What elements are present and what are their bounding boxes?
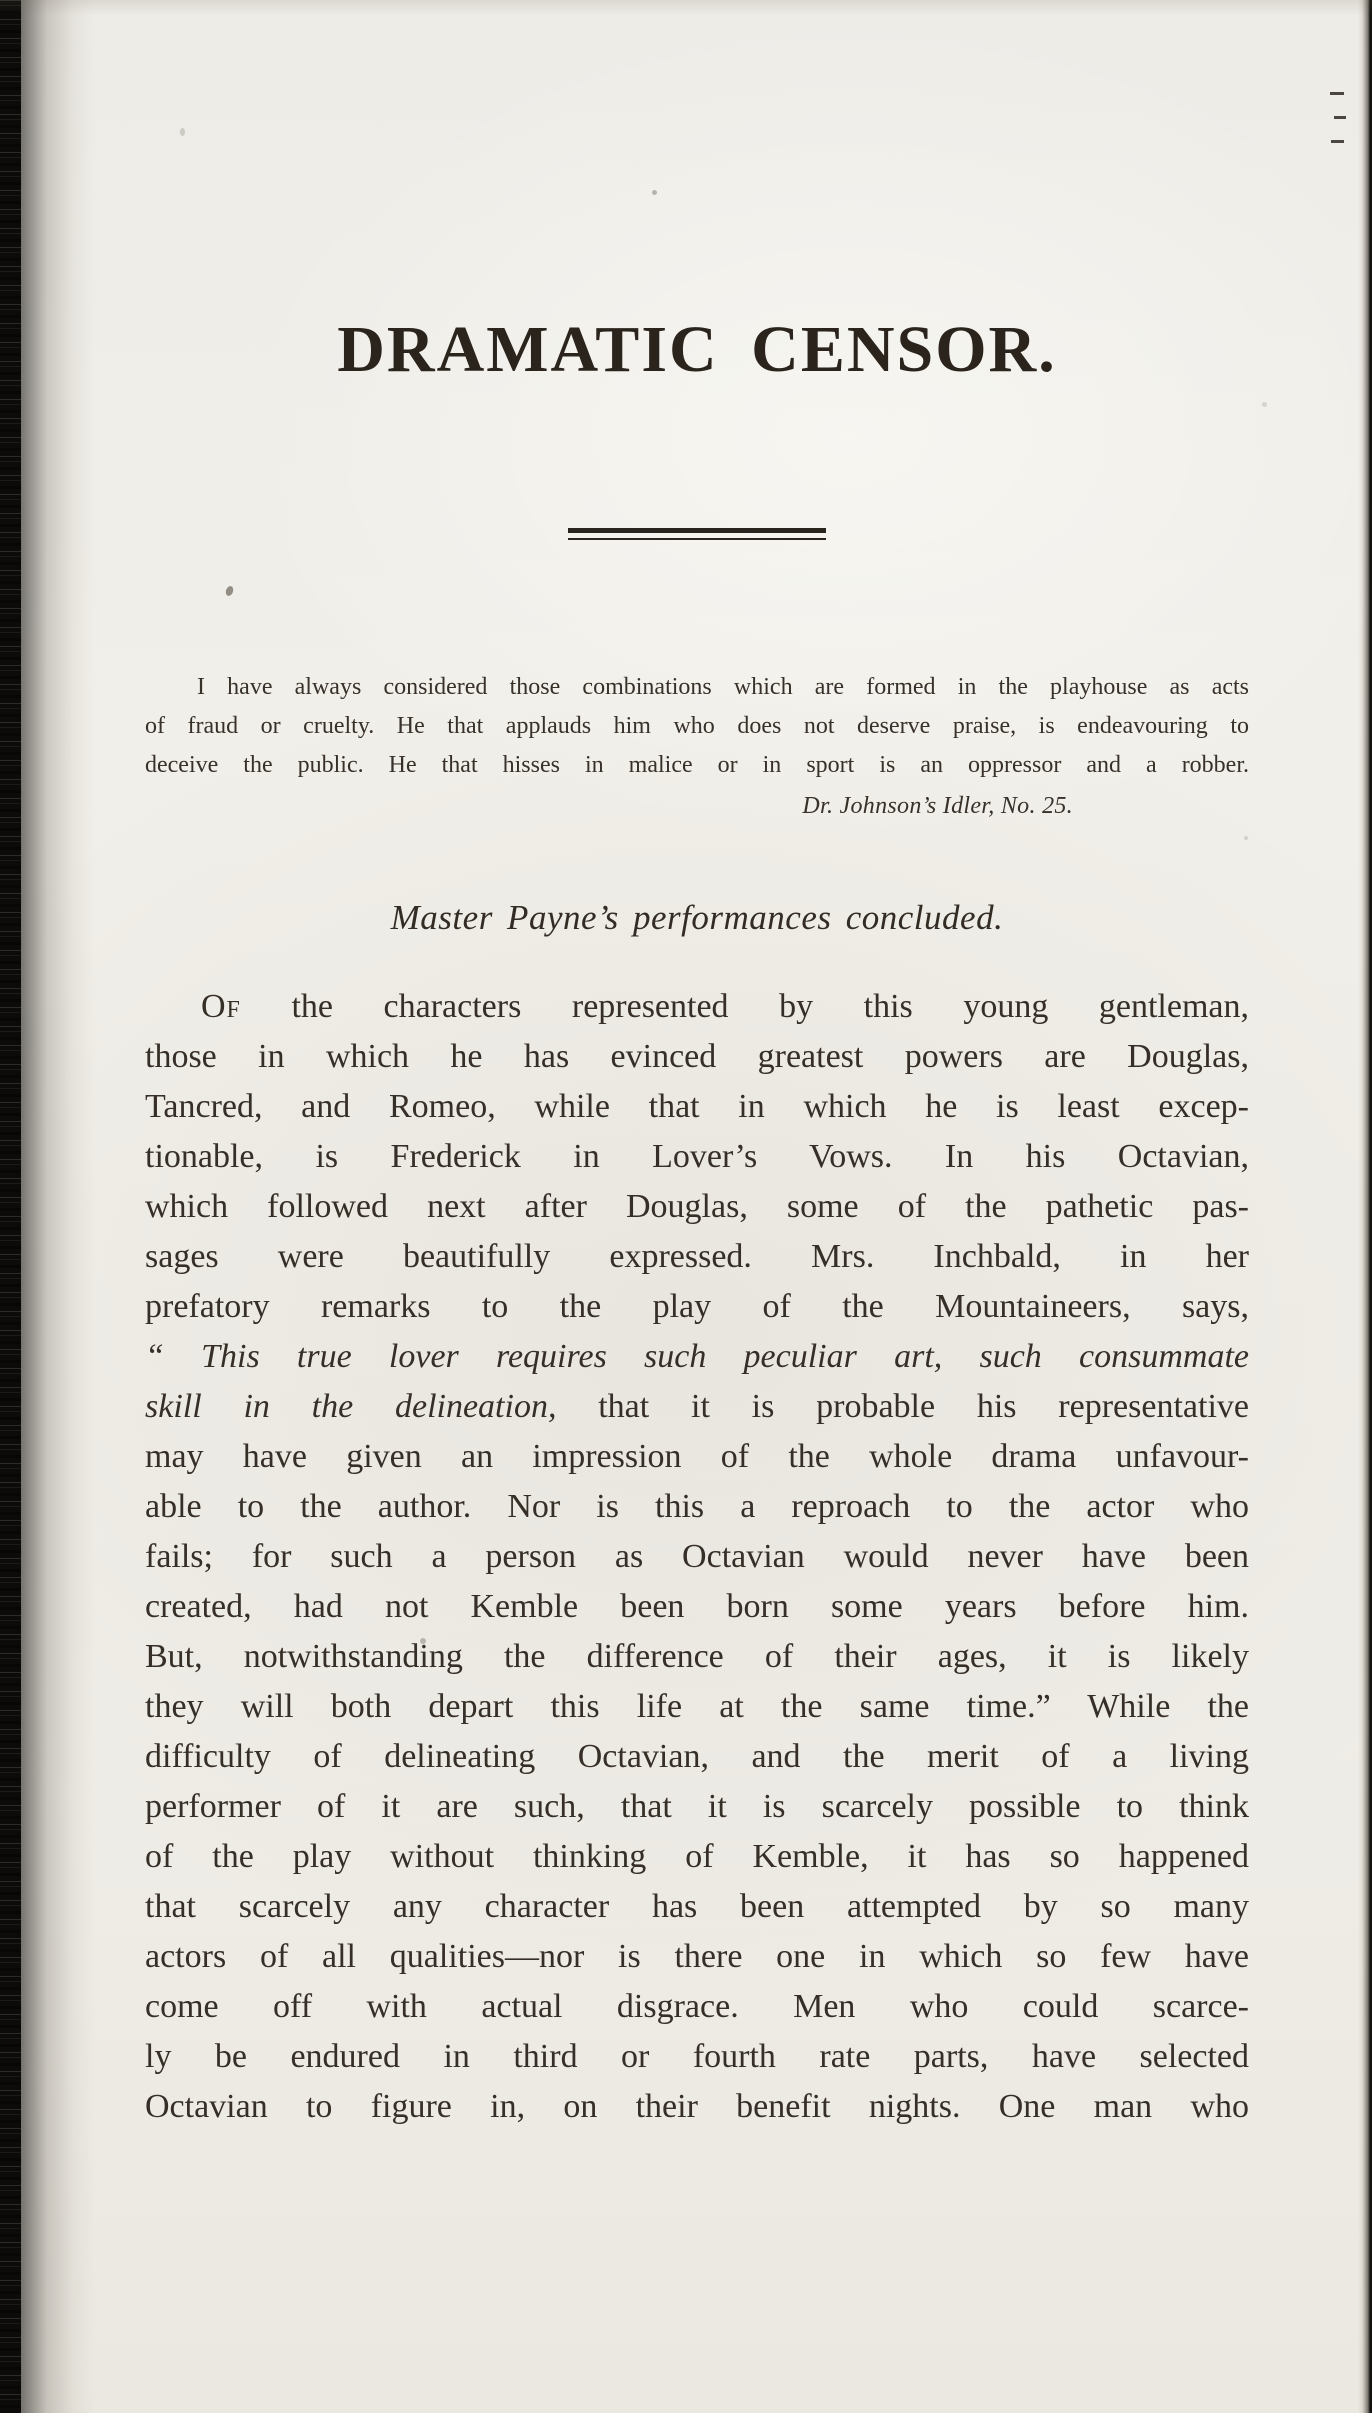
body-line: performer of it are such, that it is scarcely possible to think [145, 1788, 1249, 1825]
section-heading: Master Payne’s performances concluded. [390, 898, 1004, 937]
body-text [145, 982, 1249, 2132]
epigraph-line-3: deceive the public. He that hisses in malice or in sport is an oppressor and a robber. [145, 752, 1249, 778]
epigraph-attribution: Dr. Johnson’s Idler, No. 25. [802, 793, 1073, 819]
body-line: ly be endured in third or fourth rate parts, have selected [145, 2038, 1249, 2075]
epigraph [145, 668, 1249, 826]
paper-speck [1262, 402, 1267, 407]
body-line: Tancred, and Romeo, while that in which he is least excep- [145, 1088, 1249, 1125]
body-line: which followed next after Douglas, some of the pathetic pas- [145, 1188, 1249, 1225]
rule-thick-line [568, 528, 826, 533]
epigraph-line-2: of fraud or cruelty. He that applauds him who does not deserve praise, is endeavouring to [145, 713, 1249, 739]
body-line: “ This true lover requires such peculiar art, such consummate [145, 1338, 1249, 1375]
body-line: difficulty of delineating Octavian, and the merit of a living [145, 1738, 1249, 1775]
body-line: created, had not Kemble been born some years before him. [145, 1588, 1249, 1625]
rule-thin-line [568, 538, 826, 540]
page-content [145, 0, 1249, 2413]
body-line: But, notwithstanding the difference of their ages, it is likely [145, 1638, 1249, 1675]
double-rule [568, 528, 826, 540]
body-line: actors of all qualities—nor is there one in which so few have [145, 1938, 1249, 1975]
body-line: that scarcely any character has been attempted by so many [145, 1888, 1249, 1925]
body-line: come off with actual disgrace. Men who could scarce- [145, 1988, 1249, 2025]
body-line: fails; for such a person as Octavian would never have been [145, 1538, 1249, 1575]
page-title: DRAMATIC CENSOR. [337, 313, 1057, 386]
page-right-edge [1358, 0, 1372, 2413]
scan-artifact-tick [1331, 140, 1344, 143]
body-line: prefatory remarks to the play of the Mountaineers, says, [145, 1288, 1249, 1325]
body-line: tionable, is Frederick in Lover’s Vows. In his Octavian, [145, 1138, 1249, 1175]
body-line: they will both depart this life at the same time.” While the [145, 1688, 1249, 1725]
body-line: those in which he has evinced greatest powers are Douglas, [145, 1038, 1249, 1075]
body-line: of the play without thinking of Kemble, it has so happened [145, 1838, 1249, 1875]
epigraph-line-1: I have always considered those combinations which are formed in the playhouse as acts [197, 674, 1249, 700]
body-line: Octavian to figure in, on their benefit nights. One man who [145, 2088, 1249, 2125]
body-line: skill in the delineation, that it is probable his representative [145, 1388, 1249, 1425]
book-binding-edge [0, 0, 21, 2413]
scan-artifact-tick [1330, 92, 1344, 95]
binding-shadow [21, 0, 95, 2413]
scan-artifact-tick [1334, 116, 1346, 119]
body-line: may have given an impression of the whole drama unfavour- [145, 1438, 1249, 1475]
body-line: Of the characters represented by this young gentleman, [201, 988, 1249, 1025]
body-line: sages were beautifully expressed. Mrs. Inchbald, in her [145, 1238, 1249, 1275]
body-line: able to the author. Nor is this a reproach to the actor who [145, 1488, 1249, 1525]
